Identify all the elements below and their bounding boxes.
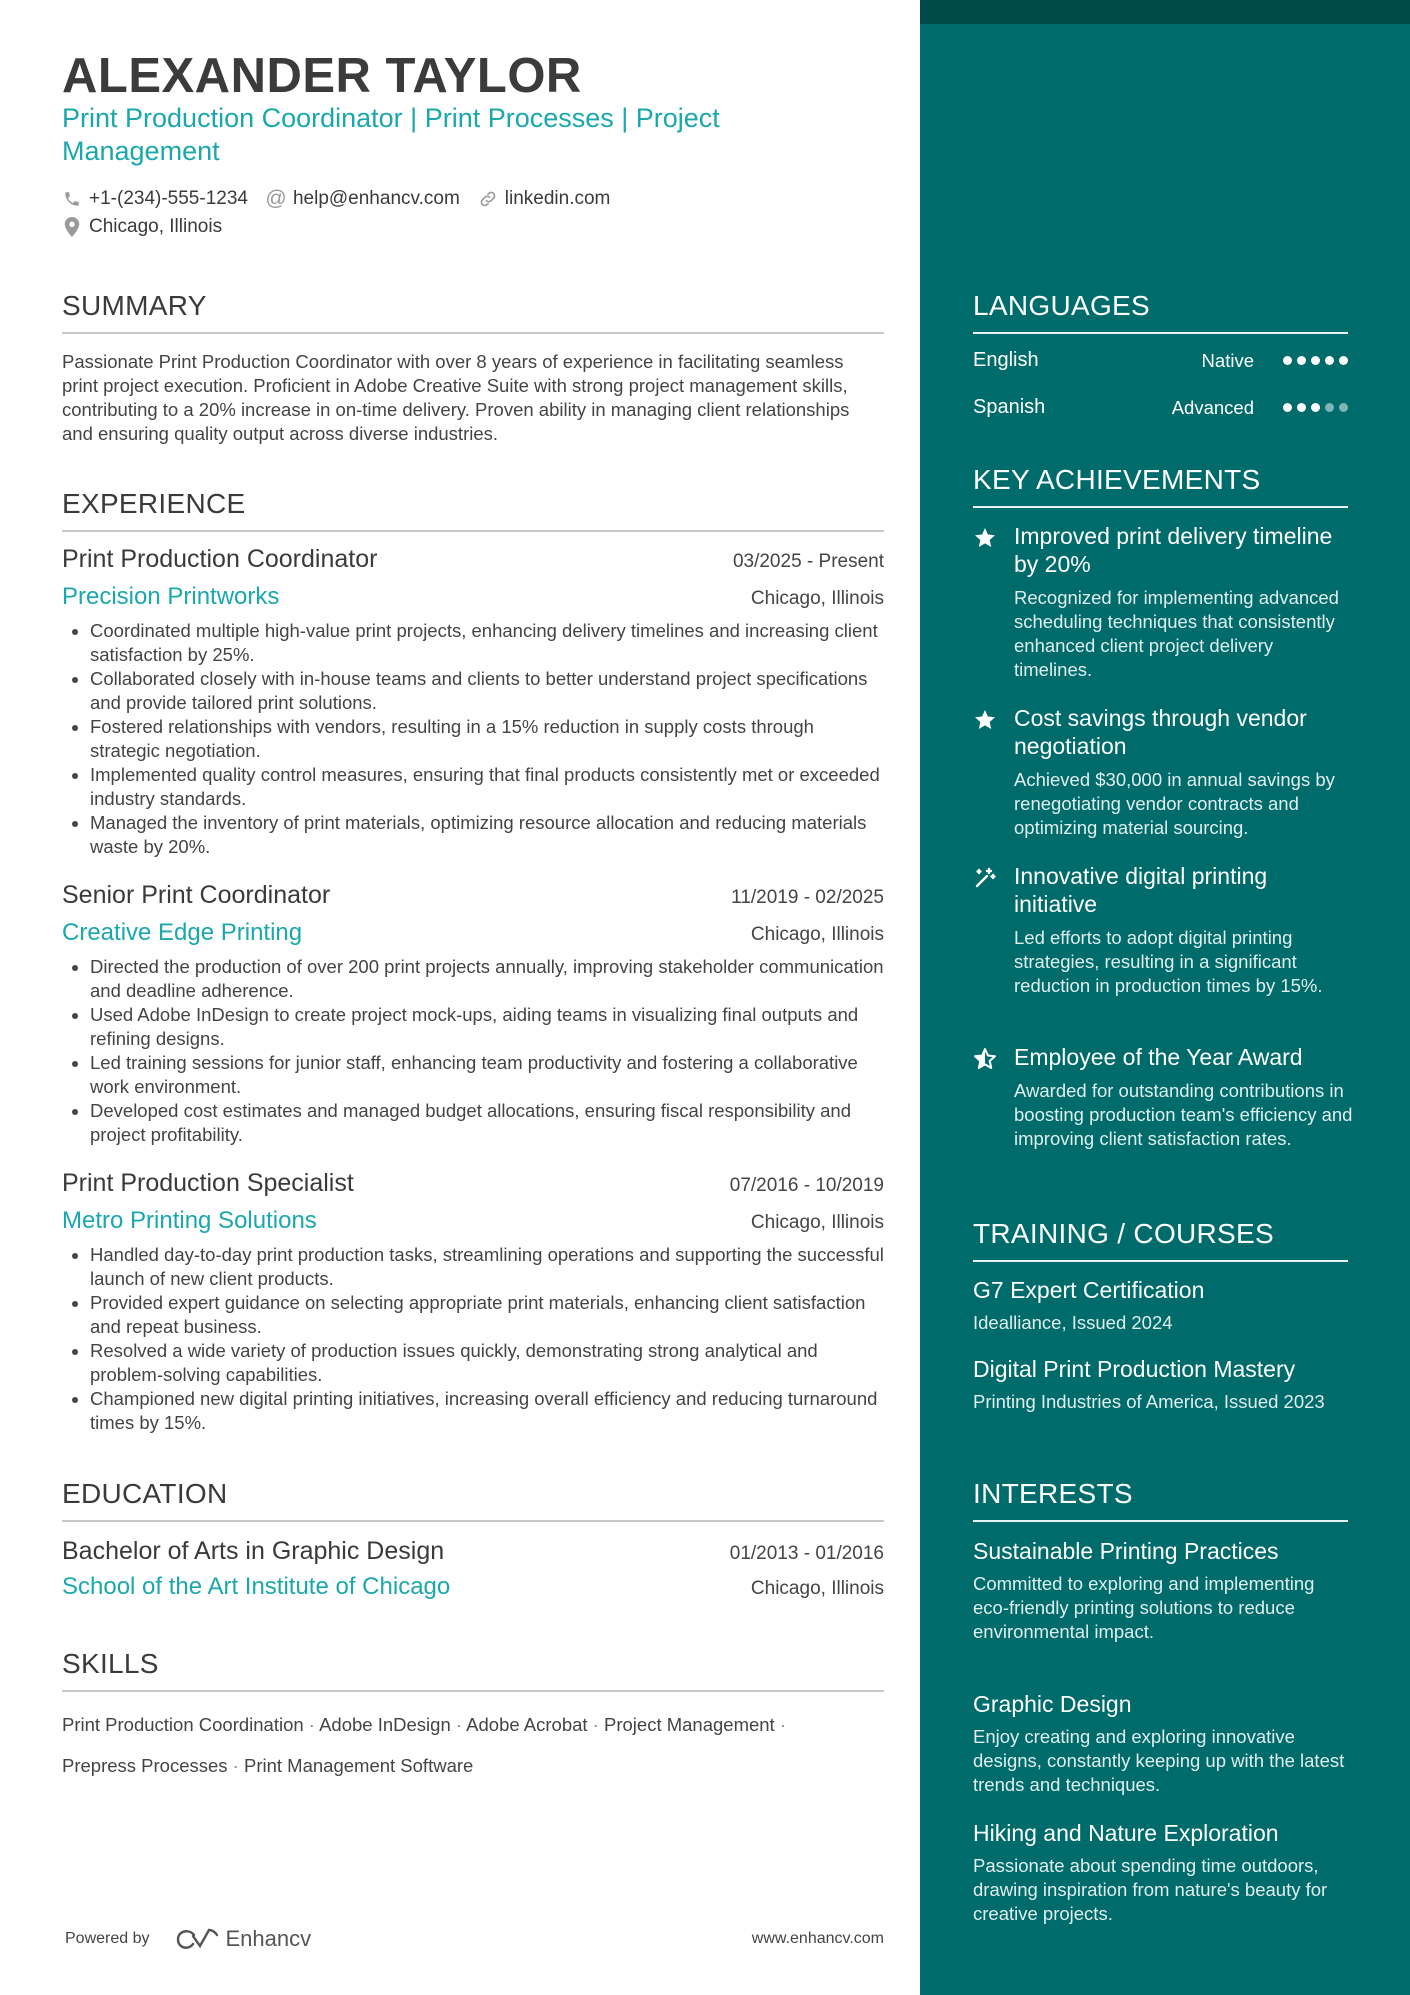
job-location: Chicago, Illinois xyxy=(750,924,884,945)
phone-icon xyxy=(62,189,82,209)
linkedin-contact[interactable] xyxy=(478,188,611,210)
achievement-item xyxy=(973,862,1353,998)
language-level: Advanced xyxy=(1171,396,1254,418)
rating-dot-filled xyxy=(1311,356,1320,365)
star-icon xyxy=(973,526,999,552)
candidate-headline: Print Production Coordinator | Print Processes | Project Management xyxy=(62,103,720,166)
summary-text: Passionate Print Production Coordinator with over 8 years of experience in facilitating seamless print project execution. Proficient in Adobe Creative Suite with strong project management skills, contributing to a 20% increase in on-time delivery. Proven ability in managing client relationships and ensuring quality output across diverse industries. xyxy=(62,351,850,444)
skills-heading: SKILLS xyxy=(62,1648,884,1692)
website-link[interactable]: www.enhancv.com xyxy=(751,1930,884,1947)
experience-entry xyxy=(62,1169,884,1435)
language-rating xyxy=(1278,356,1348,365)
interest-title: Sustainable Printing Practices xyxy=(973,1538,1279,1564)
job-bullet: Led training sessions for junior staff, enhancing team productivity and fostering a collaborative work environment. xyxy=(90,1051,884,1099)
enhancv-logo[interactable] xyxy=(174,1926,312,1952)
location-contact xyxy=(62,216,222,238)
powered-by-label: Powered by xyxy=(65,1930,150,1947)
languages-heading: LANGUAGES xyxy=(973,290,1348,334)
location-text: Chicago, Illinois xyxy=(89,216,223,237)
language-item xyxy=(973,396,1348,419)
rating-dot-filled xyxy=(1283,403,1292,412)
school-name[interactable]: School of the Art Institute of Chicago xyxy=(62,1573,451,1600)
course-issuer: Printing Industries of America, Issued 2023 xyxy=(973,1391,1325,1412)
language-item xyxy=(973,349,1348,372)
achievement-desc: Achieved $30,000 in annual savings by renegotiating vendor contracts and optimizing material sourcing. xyxy=(1014,769,1335,838)
rating-dot-filled xyxy=(1325,356,1334,365)
company-name[interactable]: Metro Printing Solutions xyxy=(62,1207,317,1234)
experience-entry xyxy=(62,545,884,859)
achievement-title: Innovative digital printing initiative xyxy=(1014,863,1268,917)
language-rating xyxy=(1278,403,1348,412)
achievement-item xyxy=(973,704,1353,840)
interest-item xyxy=(973,1819,1353,1926)
skill-separator: · xyxy=(450,1714,467,1735)
job-bullet: Implemented quality control measures, ensuring that final products consistently met or exceeded industry standards. xyxy=(90,763,884,811)
achievement-item xyxy=(973,1043,1353,1151)
course-title: Digital Print Production Mastery xyxy=(973,1356,1296,1382)
achievements-heading: KEY ACHIEVEMENTS xyxy=(973,464,1348,508)
interest-desc: Passionate about spending time outdoors, drawing inspiration from nature's beauty for creative projects. xyxy=(973,1855,1328,1924)
job-bullet: Provided expert guidance on selecting appropriate print materials, enhancing client satisfaction and repeat business. xyxy=(90,1291,884,1339)
phone-text: +1-(234)-555-1234 xyxy=(89,188,248,209)
rating-dot-empty xyxy=(1325,403,1334,412)
course-item xyxy=(973,1276,1353,1335)
skill-item: Project Management xyxy=(604,1714,775,1735)
interest-item xyxy=(973,1690,1353,1797)
achievement-title: Cost savings through vendor negotiation xyxy=(1014,705,1307,759)
powered-by xyxy=(62,1926,311,1952)
achievement-desc: Recognized for implementing advanced scheduling techniques that consistently enhanced client project delivery timelines. xyxy=(1014,587,1339,680)
job-bullet: Directed the production of over 200 print projects annually, improving stakeholder communication and deadline adherence. xyxy=(90,956,884,1001)
rating-dot-filled xyxy=(1283,356,1292,365)
job-bullets xyxy=(62,955,884,1147)
experience-heading: EXPERIENCE xyxy=(62,488,884,532)
interest-item xyxy=(973,1537,1353,1644)
email-contact[interactable] xyxy=(266,188,460,210)
job-bullet: Managed the inventory of print materials, optimizing resource allocation and reducing materials waste by 20%. xyxy=(90,811,884,859)
enhancv-brand-text: Enhancv xyxy=(225,1926,312,1951)
link-icon xyxy=(478,189,498,209)
skill-separator: · xyxy=(774,1714,787,1735)
skills-list xyxy=(62,1704,884,1786)
interest-desc: Committed to exploring and implementing eco-friendly printing solutions to reduce environmental impact. xyxy=(973,1573,1315,1642)
contact-info xyxy=(62,185,882,241)
course-issuer: Idealliance, Issued 2024 xyxy=(973,1312,1173,1333)
experience-entry xyxy=(62,881,884,1147)
skill-item: Adobe InDesign xyxy=(319,1714,451,1735)
language-name: English xyxy=(973,349,1039,371)
summary-heading: SUMMARY xyxy=(62,290,884,334)
interest-title: Graphic Design xyxy=(973,1691,1132,1717)
job-location: Chicago, Illinois xyxy=(750,1212,884,1233)
email-text: help@enhancv.com xyxy=(292,188,460,209)
job-location: Chicago, Illinois xyxy=(750,588,884,609)
company-name[interactable]: Creative Edge Printing xyxy=(62,919,303,946)
rating-dot-filled xyxy=(1297,403,1306,412)
achievement-desc: Led efforts to adopt digital printing strategies, resulting in a significant reduction in production times by 15%. xyxy=(1014,927,1323,996)
education-heading: EDUCATION xyxy=(62,1478,884,1522)
rating-dot-filled xyxy=(1339,356,1348,365)
candidate-name: ALEXANDER TAYLOR xyxy=(62,49,582,103)
job-bullet: Used Adobe InDesign to create project mock-ups, aiding teams in visualizing final outputs and refining designs. xyxy=(90,1003,884,1051)
job-bullet: Collaborated closely with in-house teams and clients to better understand project specifications and provide tailored print solutions. xyxy=(90,667,884,715)
education-entry xyxy=(62,1537,884,1609)
rating-dot-filled xyxy=(1297,356,1306,365)
job-bullet: Fostered relationships with vendors, resulting in a 15% reduction in supply costs through strategic negotiation. xyxy=(90,715,884,763)
star-half-icon xyxy=(973,1047,999,1073)
interest-title: Hiking and Nature Exploration xyxy=(973,1820,1279,1846)
company-name[interactable]: Precision Printworks xyxy=(62,583,280,610)
job-bullet: Coordinated multiple high-value print projects, enhancing delivery timelines and increasing client satisfaction by 25%. xyxy=(90,619,884,667)
job-dates: 11/2019 - 02/2025 xyxy=(731,887,884,908)
job-title: Senior Print Coordinator xyxy=(62,881,331,909)
achievement-desc: Awarded for outstanding contributions in boosting production team's efficiency and improving client satisfaction rates. xyxy=(1014,1080,1353,1149)
job-title: Print Production Coordinator xyxy=(62,545,378,573)
skill-separator: · xyxy=(303,1714,320,1735)
skill-item: Prepress Processes xyxy=(62,1755,228,1776)
achievement-item xyxy=(973,522,1353,682)
language-name: Spanish xyxy=(973,396,1046,418)
degree-title: Bachelor of Arts in Graphic Design xyxy=(62,1537,445,1565)
skill-separator: · xyxy=(587,1714,604,1735)
skill-separator: · xyxy=(227,1755,244,1776)
job-bullet: Developed cost estimates and managed budget allocations, ensuring fiscal responsibility and project profitability. xyxy=(90,1099,884,1147)
interest-desc: Enjoy creating and exploring innovative designs, constantly keeping up with the latest trends and techniques. xyxy=(973,1726,1345,1795)
job-bullet: Resolved a wide variety of production issues quickly, demonstrating strong analytical and problem-solving capabilities. xyxy=(90,1339,884,1387)
job-bullet: Handled day-to-day print production tasks, streamlining operations and supporting the successful launch of new client products. xyxy=(90,1244,884,1289)
magic-wand-icon xyxy=(973,866,999,892)
job-dates: 07/2016 - 10/2019 xyxy=(729,1175,884,1196)
skill-item: Adobe Acrobat xyxy=(466,1714,588,1735)
job-title: Print Production Specialist xyxy=(62,1169,354,1197)
language-level: Native xyxy=(1201,349,1254,371)
skill-item: Print Management Software xyxy=(244,1755,474,1776)
sidebar xyxy=(920,0,1410,1995)
skill-item: Print Production Coordination xyxy=(62,1714,304,1735)
at-icon: @ xyxy=(265,187,287,210)
job-bullet: Championed new digital printing initiatives, increasing overall efficiency and reducing turnaround times by 15%. xyxy=(90,1387,884,1435)
rating-dot-empty xyxy=(1339,403,1348,412)
footer xyxy=(62,1926,884,1952)
training-heading: TRAINING / COURSES xyxy=(973,1218,1348,1262)
education-dates: 01/2013 - 01/2016 xyxy=(729,1543,884,1564)
achievement-title: Employee of the Year Award xyxy=(1014,1044,1303,1070)
job-bullets xyxy=(62,1243,884,1435)
star-icon xyxy=(973,708,999,734)
location-pin-icon xyxy=(62,217,82,237)
course-title: G7 Expert Certification xyxy=(973,1277,1205,1303)
linkedin-text: linkedin.com xyxy=(504,188,611,209)
sidebar-top-bar xyxy=(920,0,1410,24)
job-bullets xyxy=(62,619,884,859)
achievement-title: Improved print delivery timeline by 20% xyxy=(1014,523,1333,577)
education-location: Chicago, Illinois xyxy=(750,1578,884,1599)
rating-dot-filled xyxy=(1311,403,1320,412)
interests-heading: INTERESTS xyxy=(973,1478,1348,1522)
course-item xyxy=(973,1355,1353,1414)
enhancv-logo-icon xyxy=(174,1927,220,1951)
job-dates: 03/2025 - Present xyxy=(732,551,884,572)
phone-contact[interactable] xyxy=(62,188,248,210)
